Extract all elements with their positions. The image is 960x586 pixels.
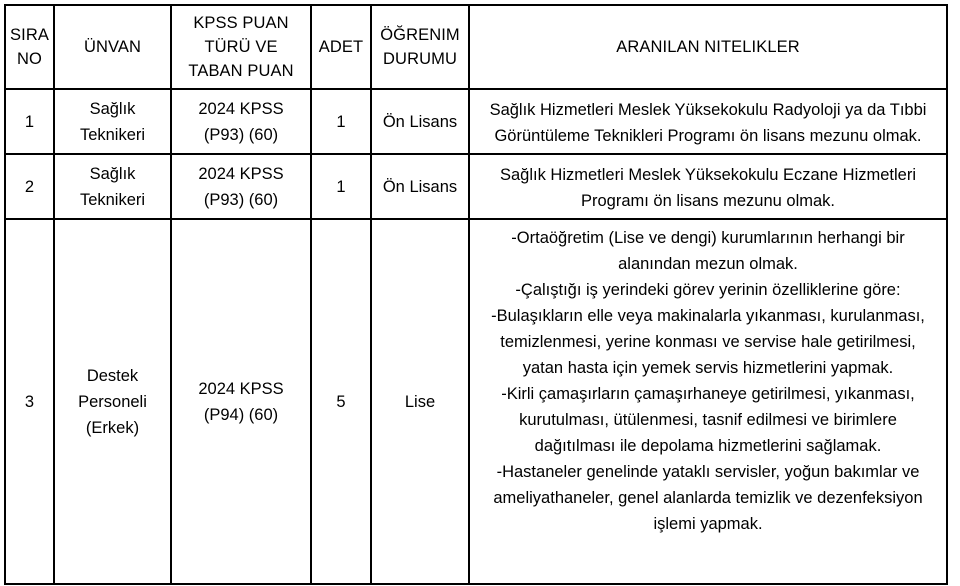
cell-ogrenim-durumu: Ön Lisans (371, 89, 469, 154)
table-row (5, 89, 947, 154)
column-header-sira-no-line1: SIRA (10, 26, 49, 44)
kadro-table (4, 4, 948, 585)
table-row (5, 219, 947, 584)
cell-kpss-line1: 2024 KPSS (198, 99, 284, 118)
nitelik-line: -Hastaneler genelinde yataklı servisler, yoğun bakımlar ve (496, 463, 920, 481)
nitelik-line: alanından mezun olmak. (618, 255, 798, 273)
cell-unvan (54, 154, 171, 219)
cell-sira-no: 2 (5, 154, 54, 219)
cell-adet: 5 (311, 219, 371, 584)
column-header-aranilan-nitelikler: ARANILAN NITELIKLER (469, 5, 947, 89)
nitelik-line: Sağlık Hizmetleri Meslek Yüksekokulu Radyoloji ya da Tıbbi (489, 101, 927, 119)
column-header-ogrenim-line1: ÖĞRENIM (380, 26, 460, 44)
cell-unvan-line3: (Erkek) (85, 418, 140, 437)
column-header-kpss-line2: TÜRÜ VE (204, 38, 278, 56)
nitelik-line: -Kirli çamaşırların çamaşırhaneye getirilmesi, yıkanması, (501, 385, 915, 403)
nitelik-line: dağıtılması ile depolama hizmetlerini sağlamak. (534, 437, 882, 455)
cell-aranilan-nitelikler (469, 89, 947, 154)
cell-unvan-line2: Teknikeri (79, 125, 146, 144)
cell-ogrenim-durumu: Ön Lisans (371, 154, 469, 219)
cell-kpss-line1: 2024 KPSS (198, 164, 284, 183)
nitelik-line: Görüntüleme Teknikleri Programı ön lisans mezunu olmak. (494, 127, 922, 145)
cell-unvan-line2: Personeli (78, 392, 147, 411)
cell-unvan (54, 219, 171, 584)
nitelik-line: işlemi yapmak. (653, 515, 763, 533)
cell-adet: 1 (311, 89, 371, 154)
nitelik-line: ameliyathaneler, genel alanlarda temizlik ve dezenfeksiyon (493, 489, 923, 507)
table-header (5, 5, 947, 89)
nitelik-line: Sağlık Hizmetleri Meslek Yüksekokulu Eczane Hizmetleri (499, 166, 916, 184)
cell-kpss-puan (171, 219, 311, 584)
cell-aranilan-nitelikler (469, 219, 947, 584)
column-header-unvan: ÜNVAN (54, 5, 171, 89)
column-header-kpss-puan (171, 5, 311, 89)
column-header-kpss-line1: KPSS PUAN (193, 14, 289, 32)
cell-unvan-line1: Sağlık (89, 164, 136, 183)
table-header-row (5, 5, 947, 89)
column-header-sira-no-line2: NO (17, 50, 42, 68)
cell-ogrenim-durumu: Lise (371, 219, 469, 584)
cell-unvan-line2: Teknikeri (79, 190, 146, 209)
cell-kpss-line2: (P93) (60) (203, 190, 279, 209)
cell-kpss-line2: (P93) (60) (203, 125, 279, 144)
table-row (5, 154, 947, 219)
nitelik-line: Programı ön lisans mezunu olmak. (580, 192, 836, 210)
cell-kpss-line2: (P94) (60) (203, 405, 279, 424)
column-header-kpss-line3: TABAN PUAN (188, 62, 294, 80)
nitelik-line: kurutulması, ütülenmesi, tasnif edilmesi ve birimlere (519, 411, 897, 429)
cell-kpss-puan (171, 154, 311, 219)
cell-aranilan-nitelikler (469, 154, 947, 219)
cell-kpss-puan (171, 89, 311, 154)
cell-sira-no: 1 (5, 89, 54, 154)
column-header-ogrenim-line2: DURUMU (383, 50, 457, 68)
cell-kpss-line1: 2024 KPSS (198, 379, 284, 398)
cell-unvan-line1: Sağlık (89, 99, 136, 118)
column-header-sira-no (5, 5, 54, 89)
cell-sira-no: 3 (5, 219, 54, 584)
nitelik-line: -Çalıştığı iş yerindeki görev yerinin özelliklerine göre: (515, 281, 901, 299)
cell-unvan-line1: Destek (86, 366, 139, 385)
column-header-ogrenim-durumu (371, 5, 469, 89)
table-body (5, 89, 947, 584)
nitelik-line: temizlenmesi, yerine konması ve servise hale getirilmesi, (500, 333, 916, 351)
nitelik-line: yatan hasta için yemek servis hizmetlerini yapmak. (522, 359, 894, 377)
column-header-adet: ADET (311, 5, 371, 89)
nitelik-line: -Bulaşıkların elle veya makinalarla yıkanması, kurulanması, (491, 307, 925, 325)
nitelik-line: -Ortaöğretim (Lise ve dengi) kurumlarının herhangi bir (511, 229, 905, 247)
cell-unvan (54, 89, 171, 154)
cell-adet: 1 (311, 154, 371, 219)
